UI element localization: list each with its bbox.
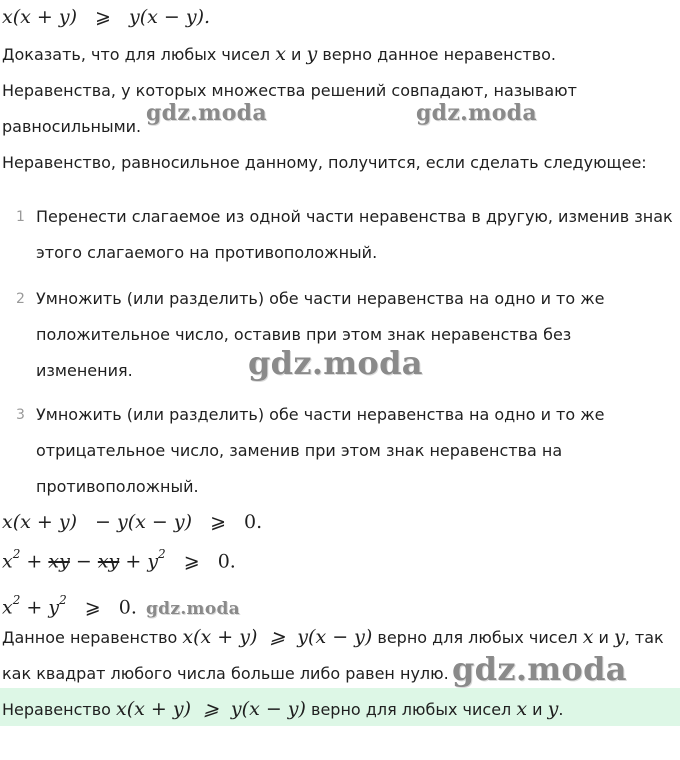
conclusion-left: x(x + y) [182,626,258,648]
conclusion-part: и [593,628,615,647]
list-line: Умножить (или разделить) обе части неравенства на одно и то же [36,289,605,308]
watermark: gdz.moda [416,100,537,126]
task-part: Доказать, что для любых чисел [2,45,276,64]
step-2 [2,545,236,572]
answer-var-x: x [516,698,528,720]
answer-part: Неравенство [2,700,116,719]
step-1-sign: ⩾ [210,511,226,533]
list-line: отрицательное число, заменив при этом знак неравенства на [36,441,563,460]
answer-part: . [558,700,564,719]
task-var-y: y [306,43,318,65]
conclusion-right: y(x − y) [297,626,373,648]
list-line: положительное число, оставив при этом знак неравенства без [36,325,572,344]
step-3-plus: + [26,596,43,619]
step-2-x-exp: 2 [12,547,21,561]
step-2-plus: + [125,550,142,573]
step-3-x: x [2,596,13,619]
answer-part: верно для любых чисел [305,700,517,719]
step-2-xy-cancelled: xy [97,550,120,573]
inequality-top-right: y(x − y). [129,6,211,28]
equivalent-definition-1: Неравенства, у которых множества решений совпадают, называют [2,81,577,100]
rule-intro: Неравенство, равносильное данному, получится, если сделать следующее: [2,153,647,172]
step-3 [2,591,137,618]
conclusion-part: , так [624,628,664,647]
answer-line [2,698,563,721]
list-number: 1 [16,209,25,225]
step-2-y: y [147,550,159,573]
watermark: gdz.moda [452,650,627,688]
conclusion-line-2: как квадрат любого числа больше либо равен нулю. [2,664,449,683]
task-part: верно данное неравенство. [317,45,557,64]
task-text [2,43,556,66]
step-2-sign: ⩾ [183,550,200,573]
task-var-x: x [275,43,286,65]
step-1-minus-term: − y(x − y) [95,511,193,533]
step-3-y: y [48,596,60,619]
step-2-y-exp: 2 [158,547,166,561]
step-2-plus: + [26,550,43,573]
list-number: 3 [16,407,25,423]
answer-var-y: y [547,698,559,720]
watermark: gdz.moda [248,344,423,382]
inequality-top [2,6,210,28]
watermark: gdz.moda [146,100,267,126]
step-3-right: 0. [118,596,137,619]
conclusion-part: верно для любых чисел [372,628,583,647]
step-3-sign: ⩾ [84,596,101,619]
answer-right: y(x − y) [230,698,306,720]
step-2-minus: − [75,550,92,573]
step-2-right: 0. [217,550,236,573]
answer-left: x(x + y) [116,698,191,720]
conclusion-line-1 [2,626,664,649]
step-3-y-exp: 2 [59,593,67,607]
conclusion-part: Данное неравенство [2,628,183,647]
step-3-x-exp: 2 [12,593,21,607]
task-part: и [285,45,307,64]
answer-part: и [527,700,548,719]
list-line: Умножить (или разделить) обе части неравенства на одно и то же [36,405,605,424]
conclusion-sign: ⩾ [269,626,286,648]
step-2-x: x [2,550,13,573]
step-1 [2,511,262,533]
inequality-top-left: x(x + y) [2,6,77,28]
step-2-xy-cancelled: xy [48,550,70,573]
list-line: противоположный. [36,477,199,496]
step-1-left: x(x + y) [2,511,77,533]
answer-sign: ⩾ [203,698,219,720]
list-line: этого слагаемого на противоположный. [36,243,378,262]
conclusion-var-x: x [582,626,594,648]
conclusion-var-y: y [614,626,625,648]
step-1-right: 0. [244,511,263,533]
list-number: 2 [16,291,25,307]
watermark: gdz.moda [146,599,240,619]
list-line: Перенести слагаемое из одной части неравенства в другую, изменив знак [36,207,673,226]
list-line: изменения. [36,361,133,380]
inequality-top-sign: ⩾ [95,6,111,28]
equivalent-definition-2: равносильными. [2,117,142,136]
